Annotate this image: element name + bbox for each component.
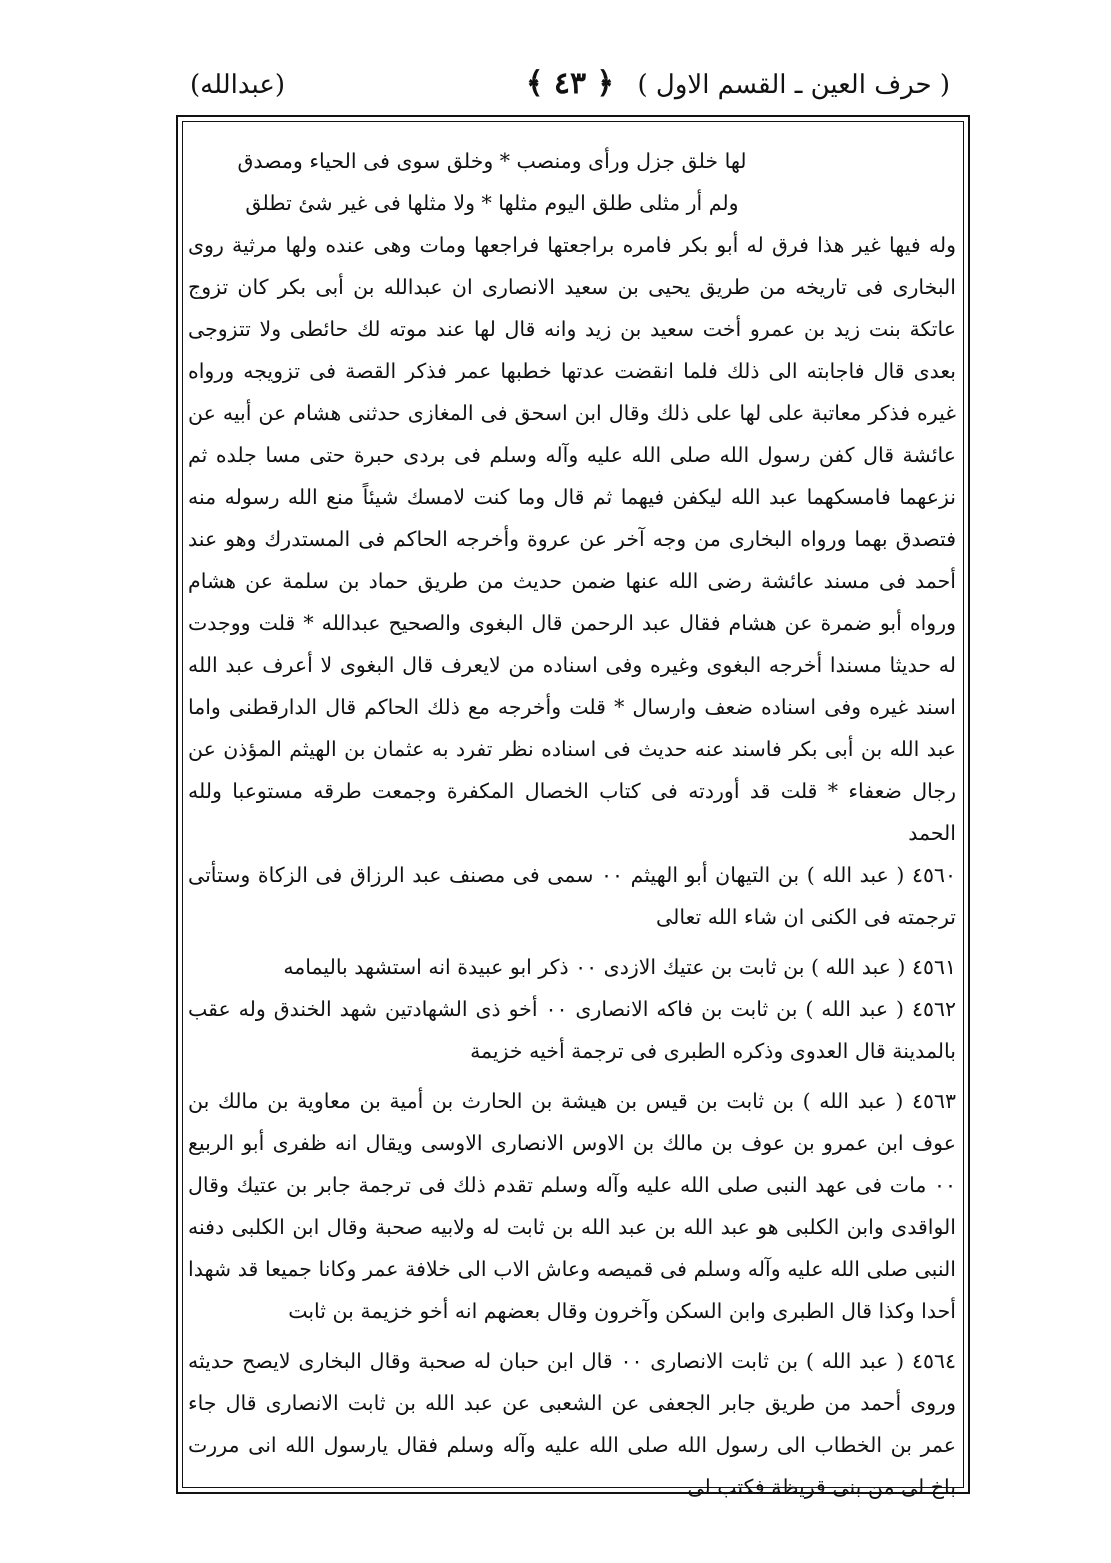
spacer bbox=[188, 938, 956, 946]
entry-4564: ٤٥٦٤ ( عبد الله ) بن ثابت الانصارى ٠٠ قال ابن حبان له صحبة وقال البخارى لايصح حديثه وروى أحمد من طريق جابر الجعفى عن الشعبى عن عبد الله بن ثابت الانصارى قال جاء عمر بن الخطاب الى رسول الله صلى الله عليه وآله وسلم فقال يارسول الله انى مررت باخ لى من بنى قريظة فكتب لى bbox=[188, 1349, 956, 1499]
body-text bbox=[188, 140, 956, 1508]
spacer bbox=[188, 1332, 956, 1340]
spacer bbox=[188, 1072, 956, 1080]
section-title: ( حرف العين ـ القسم الاول ) bbox=[637, 70, 950, 100]
entry-4560: ٤٥٦٠ ( عبد الله ) بن التيهان أبو الهيثم ٠٠ سمى فى مصنف عبد الرزاق فى الزكاة وستأتى ترجمته فى الكنى ان شاء الله تعالى bbox=[188, 863, 957, 929]
page-header bbox=[190, 62, 950, 112]
entry-4561: ٤٥٦١ ( عبد الله ) بن ثابت بن عتيك الازدى ٠٠ ذكر ابو عبيدة انه استشهد باليمامه bbox=[283, 955, 956, 979]
verse-line: لها خلق جزل ورأى ومنصب * وخلق سوى فى الحياء ومصدق bbox=[237, 149, 747, 173]
entry-4562: ٤٥٦٢ ( عبد الله ) بن ثابت بن فاكه الانصارى ٠٠ أخو ذى الشهادتين شهد الخندق وله عقب بالمدينة قال العدوى وذكره الطبرى فى ترجمة أخيه خزيمة bbox=[188, 997, 956, 1063]
paragraph: وله فيها غير هذا فرق له أبو بكر فامره براجعتها فراجعها ومات وهى عنده ولها مرثية روى البخارى فى تاريخه من طريق يحيى بن سعيد الانصارى ان عبدالله بن أبى بكر كان تزوج عاتكة بنت زيد بن عمرو أخت سعيد بن زيد وانه قال لها عند موته لك حائطى ولا تتزوجى بعدى قال فاجابته الى ذلك فلما انقضت عدتها خطبها عمر فذكر القصة فى تزويجه ورواه غيره فذكر معاتبة على لها على ذلك وقال ابن اسحق فى المغازى حدثنى هشام عن أبيه عن عائشة قال كفن رسول الله صلى الله عليه وآله وسلم فى بردى حبرة حتى مسا جلده ثم نزعهما فامسكهما عبد الله ليكفن فيهما ثم قال وما كنت لامسك شيئاً منع الله رسوله منه فتصدق بهما ورواه البخارى من وجه آخر عن عروة وأخرجه الحاكم فى المستدرك وهو عند أحمد فى مسند عائشة رضى الله عنها ضمن حديث من طريق حماد بن سلمة عن هشام ورواه أبو ضمرة عن هشام فقال عبد الرحمن قال البغوى والصحيح عبدالله * قلت ووجدت له حديثا مسندا أخرجه البغوى وغيره وفى اسناده من لايعرف قال البغوى لا أعرف عبد الله اسند غيره وفى اسناده ضعف وارسال * قلت وأخرجه مع ذلك الحاكم قال الدارقطنى واما عبد الله بن أبى بكر فاسند عنه حديث فى اسناده نظر تفرد به عثمان بن الهيثم المؤذن عن رجال ضعفاء * قلت قد أوردته فى كتاب الخصال المكفرة وجمعت طرقه مستوعبا ولله الحمد bbox=[188, 233, 956, 845]
entry-4563: ٤٥٦٣ ( عبد الله ) بن ثابت بن قيس بن هيشة بن الحارث بن أمية بن معاوية بن مالك بن عوف ابن عمرو بن عوف بن مالك بن الاوس الانصارى الاوسى ويقال انه ظفرى أبو الربيع ٠٠ مات فى عهد النبى صلى الله عليه وآله وسلم تقدم ذلك فى ترجمة جابر بن عتيك وقال الواقدى وابن الكلبى هو عبد الله بن عبد الله بن ثابت له ولابيه صحبة وقال ابن الكلبى دفنه النبى صلى الله عليه وآله وسلم فى قميصه وعاش الاب الى خلافة عمر وكانا جميعا قد شهدا أحدا وكذا قال الطبرى وابن السكن وآخرون وقال بعضهم انه أخو خزيمة بن ثابت bbox=[188, 1089, 956, 1323]
verse-line: ولم أر مثلى طلق اليوم مثلها * ولا مثلها فى غير شئ تطلق bbox=[245, 191, 739, 215]
running-head: (عبدالله) bbox=[190, 70, 285, 100]
page-number: ﴿ ٤٣ ﴾ bbox=[525, 66, 615, 101]
